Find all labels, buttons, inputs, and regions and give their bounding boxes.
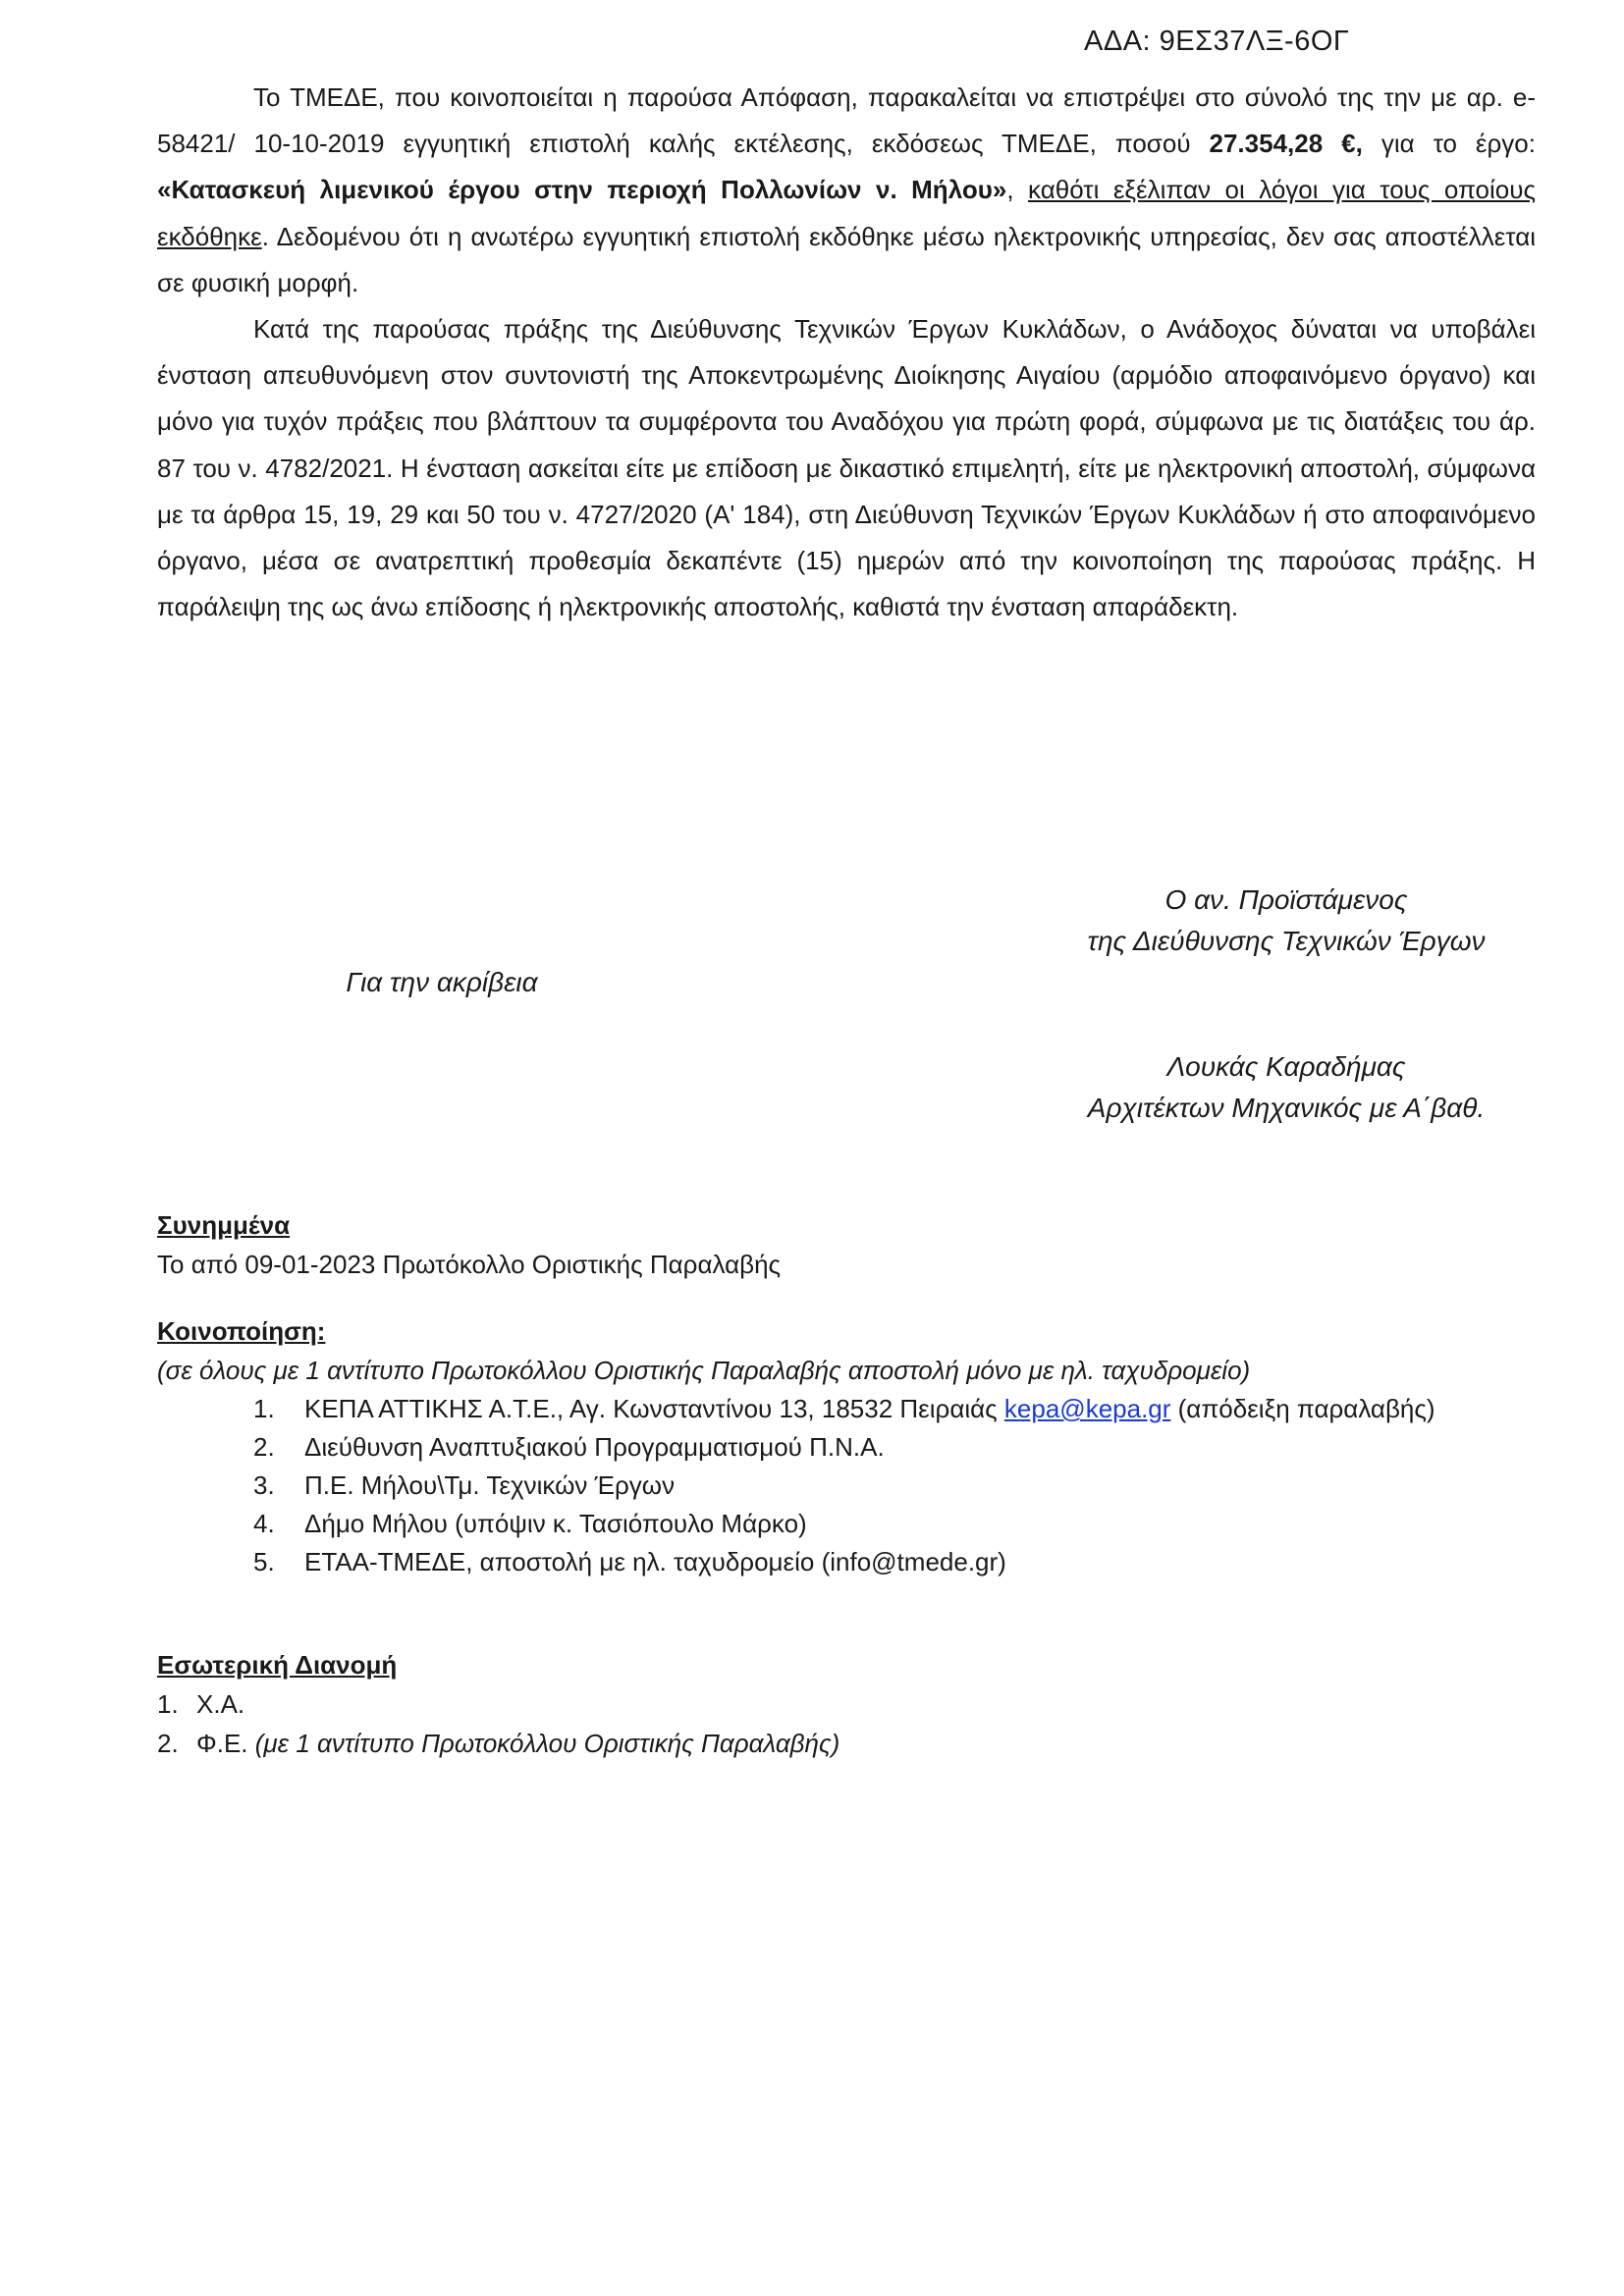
list-number: 4. — [253, 1509, 275, 1538]
list-item — [253, 1505, 1551, 1543]
ada-code: ΑΔΑ: 9ΕΣ37ΛΞ-6ΟΓ — [1084, 26, 1350, 57]
signatory-role-line-2: της Διεύθυνσης Τεχνικών Έργων — [1087, 926, 1486, 956]
list-number: 5. — [253, 1547, 275, 1576]
list-item — [253, 1428, 1551, 1467]
para1-text-1: Το ΤΜΕΔΕ, που κοινοποιείται η παρούσα Απόφαση, παρακαλείται να επιστρέψει στο σύνολό της την με αρ. e-58421/ 10-10-2019 εγγυητική επιστολή καλής εκτέλεσης, εκδόσεως ΤΜΕΔΕ, ποσού — [157, 82, 1536, 159]
list-text-suffix: (απόδειξη παραλαβής) — [1170, 1394, 1435, 1423]
attachments-item: Το από 09-01-2023 Πρωτόκολλο Οριστικής Παραλαβής — [157, 1250, 782, 1279]
list-number: 1. — [253, 1394, 275, 1423]
signatory-name: Λουκάς Καραδήμας — [1166, 1051, 1406, 1082]
list-number: 2. — [253, 1432, 275, 1462]
attachments-heading: Συνημμένα — [157, 1210, 291, 1240]
list-text: Χ.Α. — [196, 1689, 245, 1719]
email-link[interactable]: kepa@kepa.gr — [1003, 1394, 1171, 1423]
para1-text-3: , — [1006, 175, 1029, 205]
list-number: 2. — [157, 1729, 179, 1758]
notification-heading: Κοινοποίηση: — [157, 1316, 326, 1346]
list-item — [157, 1684, 1551, 1724]
list-item — [253, 1467, 1551, 1505]
list-text: Φ.Ε. — [196, 1729, 255, 1758]
notification-list — [157, 1390, 1551, 1581]
list-text: Διεύθυνση Αναπτυξιακού Προγραμματισμού Π.Ν.Α. — [304, 1432, 885, 1462]
guarantee-amount: 27.354,28 €, — [1209, 129, 1363, 159]
notification-section — [157, 1311, 1551, 1581]
list-text: ΕΤΑΑ-ΤΜΕΔΕ, αποστολή με ηλ. ταχυδρομείο (info@tmede.gr) — [304, 1547, 1006, 1576]
notification-note: (σε όλους με 1 αντίτυπο Πρωτοκόλλου Οριστικής Παραλαβής αποστολή μόνο με ηλ. ταχυδρομείο) — [157, 1356, 1251, 1385]
accuracy-note: Για την ακρίβεια — [346, 967, 538, 997]
list-number: 1. — [157, 1689, 179, 1719]
list-item — [253, 1390, 1551, 1428]
list-text: Δήμο Μήλου (υπόψιν κ. Τασιόπουλο Μάρκο) — [304, 1509, 807, 1538]
internal-list — [157, 1684, 1551, 1763]
document-body — [157, 75, 1536, 630]
internal-heading: Εσωτερική Διανομή — [157, 1650, 398, 1680]
list-text: ΚΕΠΑ ΑΤΤΙΚΗΣ Α.Τ.Ε., Αγ. Κωνσταντίνου 13, 18532 Πειραιάς — [304, 1394, 1004, 1423]
project-title: «Κατασκευή λιμενικού έργου στην περιοχή Πολλωνίων ν. Μήλου» — [157, 175, 1007, 205]
signatory-role-line-1: Ο αν. Προϊστάμενος — [1164, 884, 1408, 915]
list-item — [253, 1543, 1551, 1581]
list-note: (με 1 αντίτυπο Πρωτοκόλλου Οριστικής Παραλαβής) — [254, 1729, 840, 1758]
list-item — [157, 1724, 1551, 1763]
signatory-name-block — [1021, 1046, 1551, 1129]
para1-text-2: για το έργο: — [1362, 129, 1536, 159]
signatory-role — [1021, 880, 1551, 962]
attachments-section — [157, 1205, 1551, 1284]
para1-underlined-reason: καθότι εξέλιπαν οι λόγοι για τους οποίους εκδόθηκε — [157, 175, 1537, 251]
paragraph-guarantee-return — [157, 75, 1536, 306]
para1-text-4: . Δεδομένου ότι η ανωτέρω εγγυητική επιστολή εκδόθηκε μέσω ηλεκτρονικής υπηρεσίας, δεν σας αποστέλλεται σε φυσική μορφή. — [157, 221, 1536, 297]
list-number: 3. — [253, 1470, 275, 1500]
signatory-title: Αρχιτέκτων Μηχανικός με Α΄βαθ. — [1087, 1093, 1486, 1123]
internal-distribution-section — [157, 1645, 1551, 1763]
paragraph-objection-rights: Κατά της παρούσας πράξης της Διεύθυνσης Τεχνικών Έργων Κυκλάδων, ο Ανάδοχος δύναται να υποβάλει ένσταση απευθυνόμενη στον συντονιστή της Αποκεντρωμένης Διοίκησης Αιγαίου (αρμόδιο αποφαινόμενο όργανο) και μόνο για τυχόν πράξεις που βλάπτουν τα συμφέροντα του Αναδόχου για πρώτη φορά, σύμφωνα με τις διατάξεις του άρ. 87 του ν. 4782/2021. Η ένσταση ασκείται είτε με επίδοση με δικαστικό επιμελητή, είτε με ηλεκτρονική αποστολή, σύμφωνα με τα άρθρα 15, 19, 29 και 50 του ν. 4727/2020 (Α' 184), στη Διεύθυνση Τεχνικών Έργων Κυκλάδων ή στο αποφαινόμενο όργανο, μέσα σε ανατρεπτική προθεσμία δεκαπέντε (15) ημερών από την κοινοποίηση της παρούσας πράξης. Η παράλειψη της ως άνω επίδοσης ή ηλεκτρονικής αποστολής, καθιστά την ένσταση απαράδεκτη. — [157, 314, 1536, 622]
list-text: Π.Ε. Μήλου\Τμ. Τεχνικών Έργων — [304, 1470, 676, 1500]
